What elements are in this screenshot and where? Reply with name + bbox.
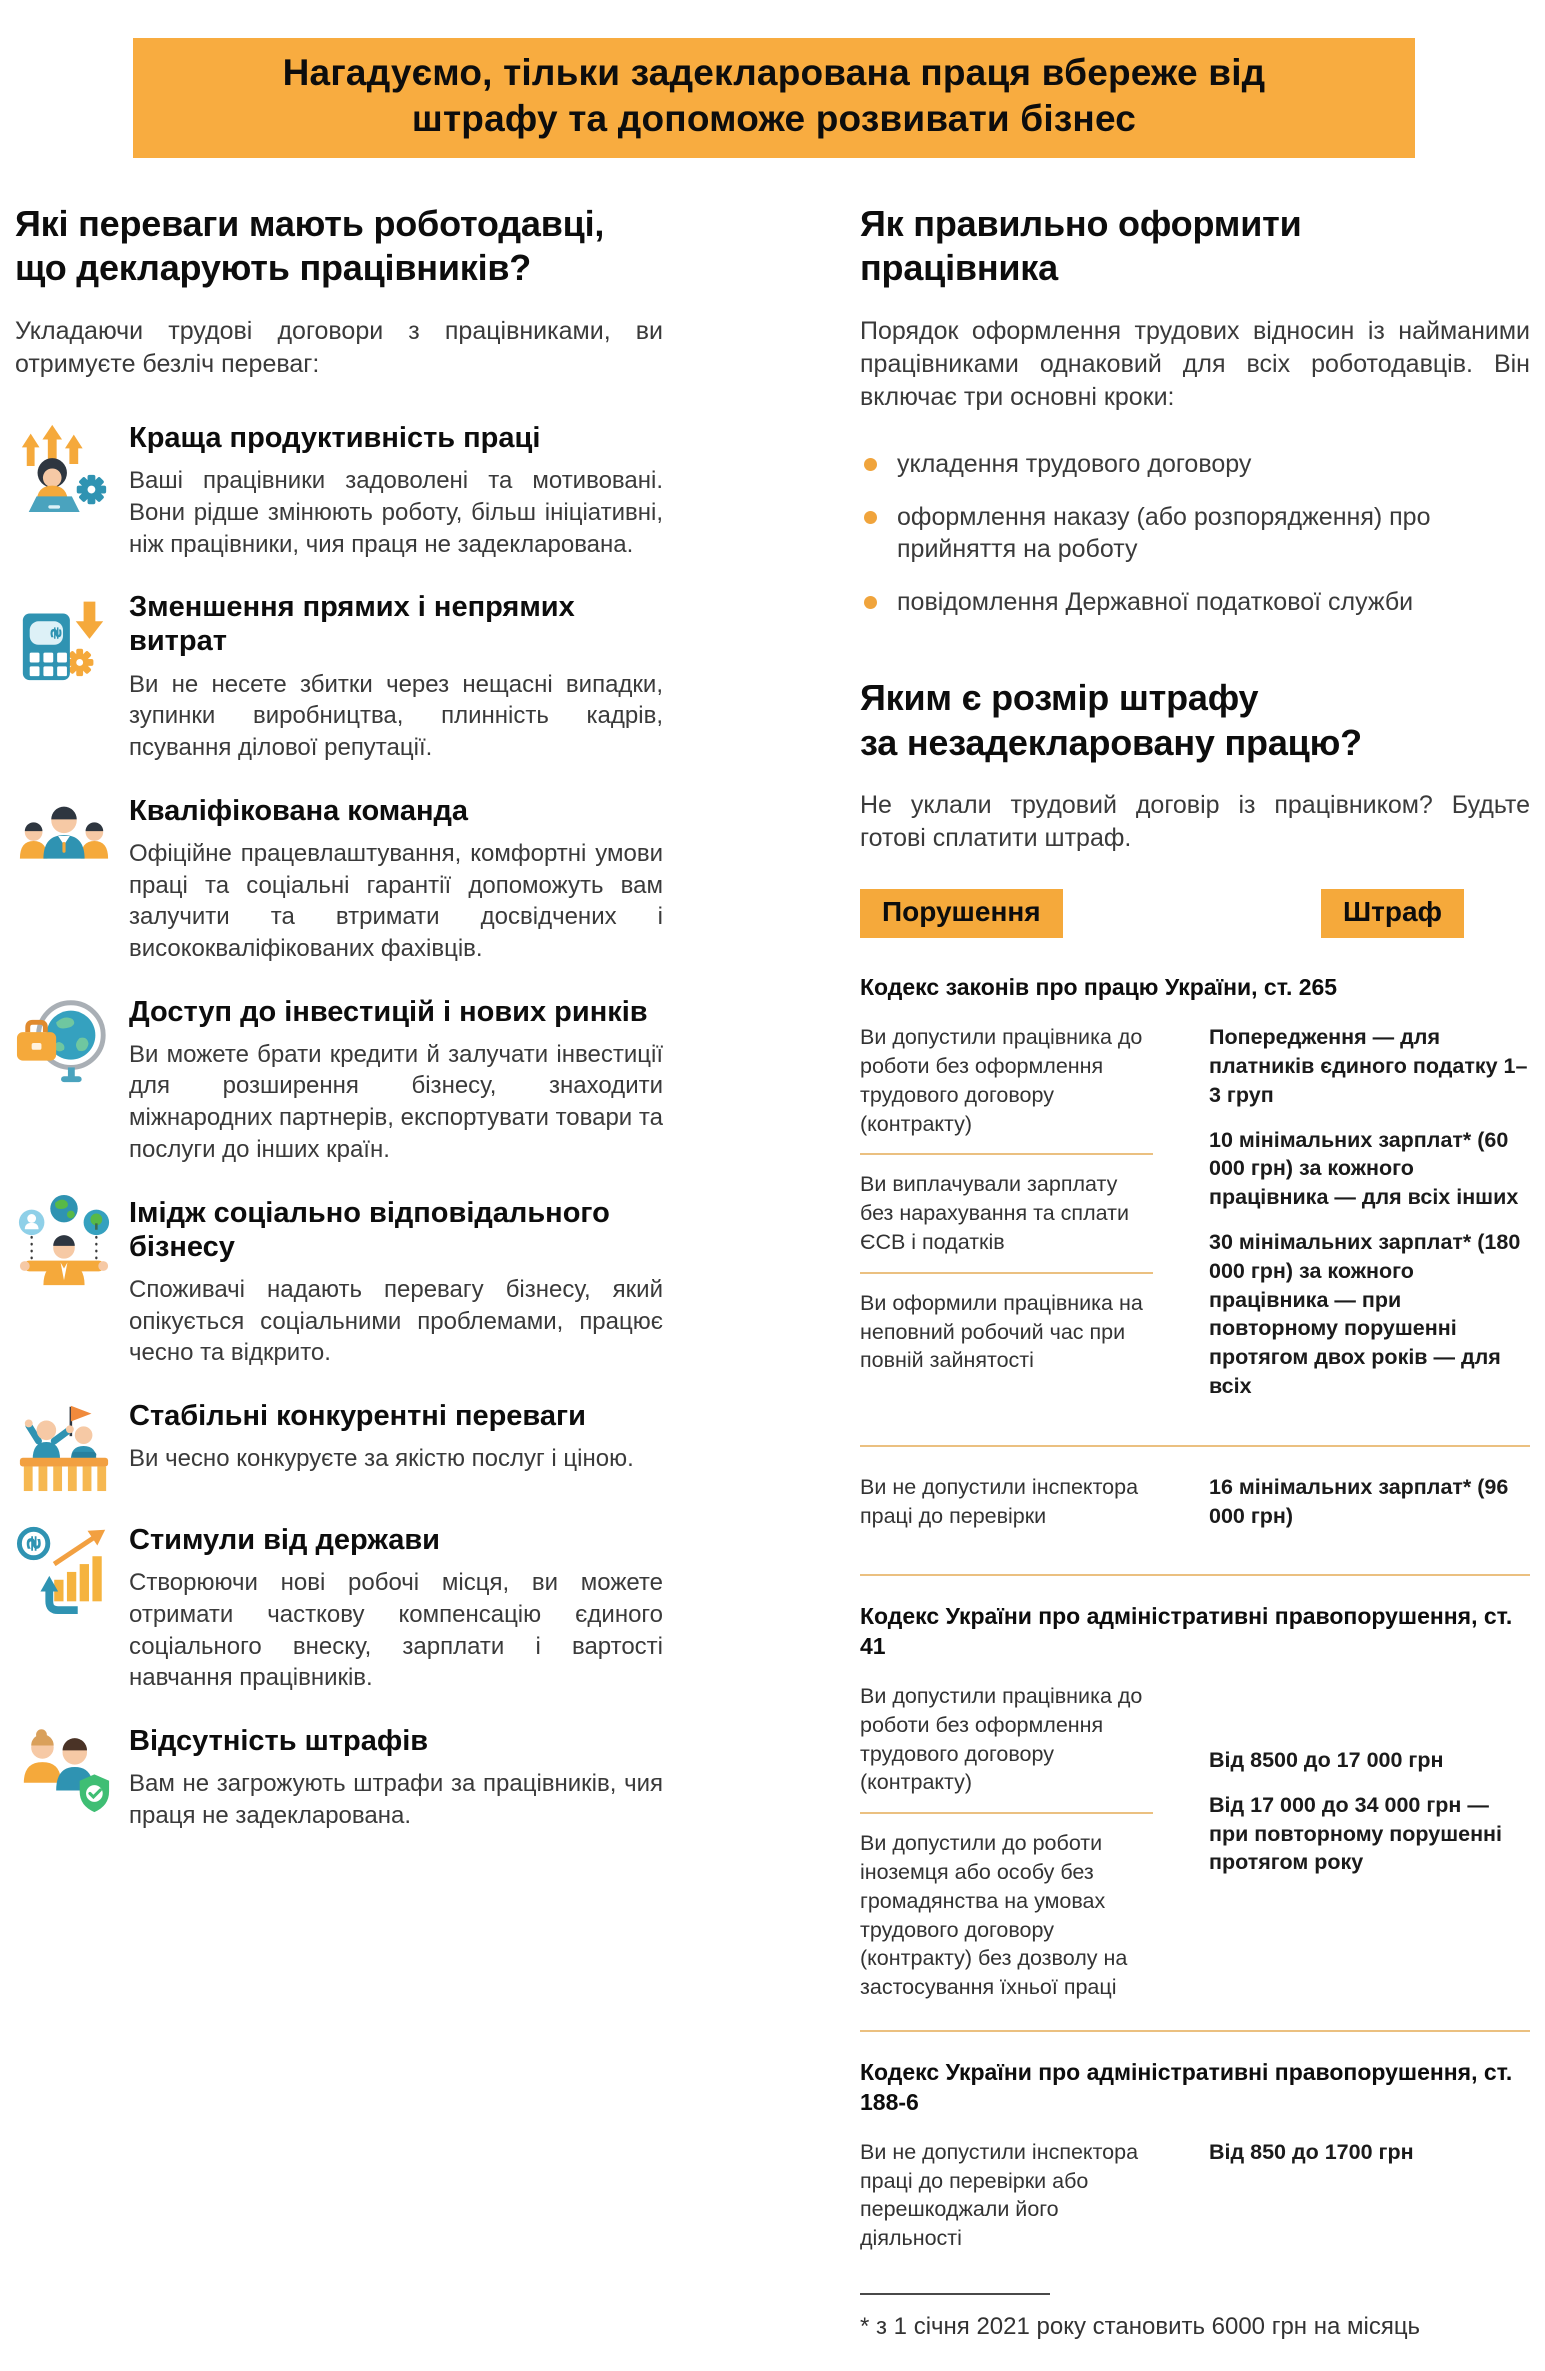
cell-divider [860, 1812, 1153, 1814]
banner-line-2: штрафу та допоможе розвивати бізнес [411, 97, 1137, 139]
violation-cell: Ви допустили працівника до роботи без оформлення трудового договору (контракту) [860, 1684, 1143, 1795]
fines-table-group-41 [860, 1682, 1530, 2002]
benefit-item-cost-reduction [15, 584, 663, 763]
fine-cell: 30 мінімальних зарплат* (180 000 грн) за кожного працівника — при повторному порушенні протягом двох років — для всіх [1209, 1229, 1521, 1398]
banner-line-1: Нагадуємо, тільки задекларована праця вбереже від [282, 52, 1266, 93]
fines-heading-line-1: Яким є розмір штрафу [860, 677, 1259, 718]
fines-table-group-265 [860, 1023, 1530, 1417]
benefit-body: Споживачі надають перевагу бізнесу, який опікується соціальними проблемами, працює чесно та відкрито. [129, 1275, 663, 1367]
benefits-heading-line-2: що декларують працівників? [15, 247, 532, 289]
violation-cell: Ви допустили працівника до роботи без оформлення трудового договору (контракту) [860, 1025, 1143, 1136]
law-title-265: Кодекс законів про працю України, ст. 265 [860, 974, 1338, 1001]
benefit-item-productivity [15, 415, 663, 560]
fine-cell: Від 8500 до 17 000 грн [1209, 1748, 1444, 1773]
benefit-title: Краща продуктивність праці [129, 422, 541, 454]
benefits-heading [15, 202, 663, 291]
how-to-heading [860, 202, 1530, 291]
fine-cell: 16 мінімальних зарплат* (96 000 грн) [1209, 1474, 1509, 1528]
competitive-advantage-icon [15, 1395, 113, 1493]
step-text: повідомлення Державної податкової служби [897, 587, 1414, 616]
benefit-title: Відсутність штрафів [129, 1724, 429, 1757]
violation-column-header: Порушення [860, 889, 1063, 938]
violation-cell: Ви виплачували зарплату без нарахування та сплати ЄСВ і податків [860, 1172, 1129, 1254]
bullet-dot-icon [864, 511, 877, 524]
law-title-188-6: Кодекс України про адміністративні правопорушення, ст. 188-6 [860, 2059, 1513, 2115]
benefit-body: Ви можете брати кредити й залучати інвестиції для розширення бізнесу, знаходити міжнародних партнерів, експортувати товари та послуги до інших країн. [129, 1040, 663, 1163]
benefit-item-team [15, 788, 663, 965]
benefit-body: Ви не несете збитки через нещасні випадки, зупинки виробництва, плинність кадрів, псування ділової репутації. [129, 670, 663, 762]
benefit-body: Створюючи нові робочі місця, ви можете отримати часткову компенсацію єдиного соціального внеску, зарплати і вартості навчання працівників. [129, 1569, 663, 1692]
group-divider [860, 1445, 1530, 1447]
how-to-heading-line-2: працівника [860, 247, 1058, 289]
fines-table-group-188-6 [860, 2138, 1530, 2253]
benefit-title: Кваліфікована команда [129, 794, 469, 827]
how-to-heading-line-1: Як правильно оформити [860, 202, 1302, 244]
benefit-item-no-fines [15, 1718, 663, 1832]
fines-heading-line-2: за незадекларовану працю? [860, 721, 1362, 763]
benefit-title: Імідж соціально відповідального бізнесу [129, 1196, 610, 1263]
svg-text:₴: ₴ [46, 626, 64, 640]
benefit-title: Зменшення прямих і непрямих витрат [129, 591, 575, 658]
step-item [860, 586, 1530, 619]
benefit-item-competitive [15, 1393, 663, 1493]
step-item [860, 501, 1530, 566]
violation-cell: Ви оформили працівника на неповний робочий час при повній зайнятості [860, 1290, 1143, 1373]
step-item [860, 448, 1530, 481]
content-columns [0, 158, 1545, 2371]
no-fines-shield-icon [15, 1720, 113, 1818]
fine-cell: 10 мінімальних зарплат* (60 000 грн) за кожного працівника — для всіх інших [1209, 1127, 1519, 1210]
benefit-title: Стабільні конкурентні переваги [129, 1399, 586, 1432]
violation-cell: Ви не допустили інспектора праці до перевірки або перешкоджали його діяльності [860, 2139, 1139, 2251]
benefit-item-investment [15, 989, 663, 1166]
step-text: оформлення наказу (або розпорядження) про прийняття на роботу [897, 502, 1431, 563]
benefits-column [15, 202, 663, 1856]
state-incentives-icon [15, 1519, 113, 1617]
investment-globe-icon [15, 991, 113, 1089]
group-divider [860, 2030, 1530, 2032]
social-image-icon [15, 1192, 113, 1290]
benefit-body: Ваші працівники задоволені та мотивовані. Вони рідше змінюють роботу, більш ініціативні, ніж працівники, чия праця не задекларована. [129, 467, 663, 558]
group-divider [860, 1574, 1530, 1576]
footnote-rule [860, 2293, 1050, 2295]
benefit-title: Доступ до інвестицій і нових ринків [129, 995, 648, 1028]
violation-cell: Ви не допустили інспектора праці до перевірки [860, 1474, 1139, 1528]
fines-table-group-inspector [860, 1473, 1530, 1547]
svg-text:₴: ₴ [21, 1535, 43, 1552]
qualified-team-icon [15, 790, 113, 888]
bullet-dot-icon [864, 458, 877, 471]
fines-column [860, 202, 1530, 2371]
benefit-title: Стимули від держави [129, 1523, 441, 1556]
steps-list [860, 448, 1530, 618]
benefit-item-incentives [15, 1517, 663, 1694]
productivity-icon [15, 417, 113, 515]
benefit-item-social-image [15, 1190, 663, 1369]
table-column-headers [860, 889, 1530, 947]
benefits-heading-line-1: Які переваги мають роботодавці, [15, 202, 605, 244]
cost-reduction-icon [15, 586, 113, 684]
fine-cell: Попередження — для платників єдиного податку 1–3 груп [1209, 1025, 1528, 1107]
fine-cell: Від 17 000 до 34 000 грн — при повторному порушенні протягом року [1209, 1792, 1503, 1875]
benefit-body: Ви чесно конкуруєте за якістю послуг і ціною. [129, 1445, 634, 1473]
cell-divider [860, 1272, 1153, 1274]
cell-divider [860, 1153, 1153, 1155]
benefit-body: Офіційне працевлаштування, комфортні умови праці та соціальні гарантії допоможуть вам залучити та втримати досвідчених і висококваліфікованих фахівців. [129, 839, 663, 962]
fine-cell: Від 850 до 1700 грн [1209, 2139, 1414, 2164]
law-title-41: Кодекс України про адміністративні правопорушення, ст. 41 [860, 1603, 1513, 1660]
violation-cell: Ви допустили до роботи іноземця або особу без громадянства на умовах трудового договору (контракту) без дозволу на застосування їхньої праці [860, 1831, 1128, 2000]
bullet-dot-icon [864, 596, 877, 609]
benefits-intro: Укладаючи трудові договори з працівниками, ви отримуєте безліч переваг: [15, 317, 663, 378]
benefit-body: Вам не загрожують штрафи за працівників, чия праця не задекларована. [129, 1770, 663, 1829]
fines-heading [860, 676, 1530, 765]
fines-intro: Не уклали трудовий договір із працівником? Будьте готові сплатити штраф. [860, 791, 1530, 853]
top-banner [133, 38, 1415, 158]
footnote: * з 1 січня 2021 року становить 6000 грн на місяць [860, 2313, 1421, 2341]
fine-column-header: Штраф [1321, 889, 1464, 938]
step-text: укладення трудового договору [897, 450, 1252, 478]
how-to-intro: Порядок оформлення трудових відносин із найманими працівниками однаковий для всіх роботодавців. Він включає три основні кроки: [860, 317, 1530, 411]
